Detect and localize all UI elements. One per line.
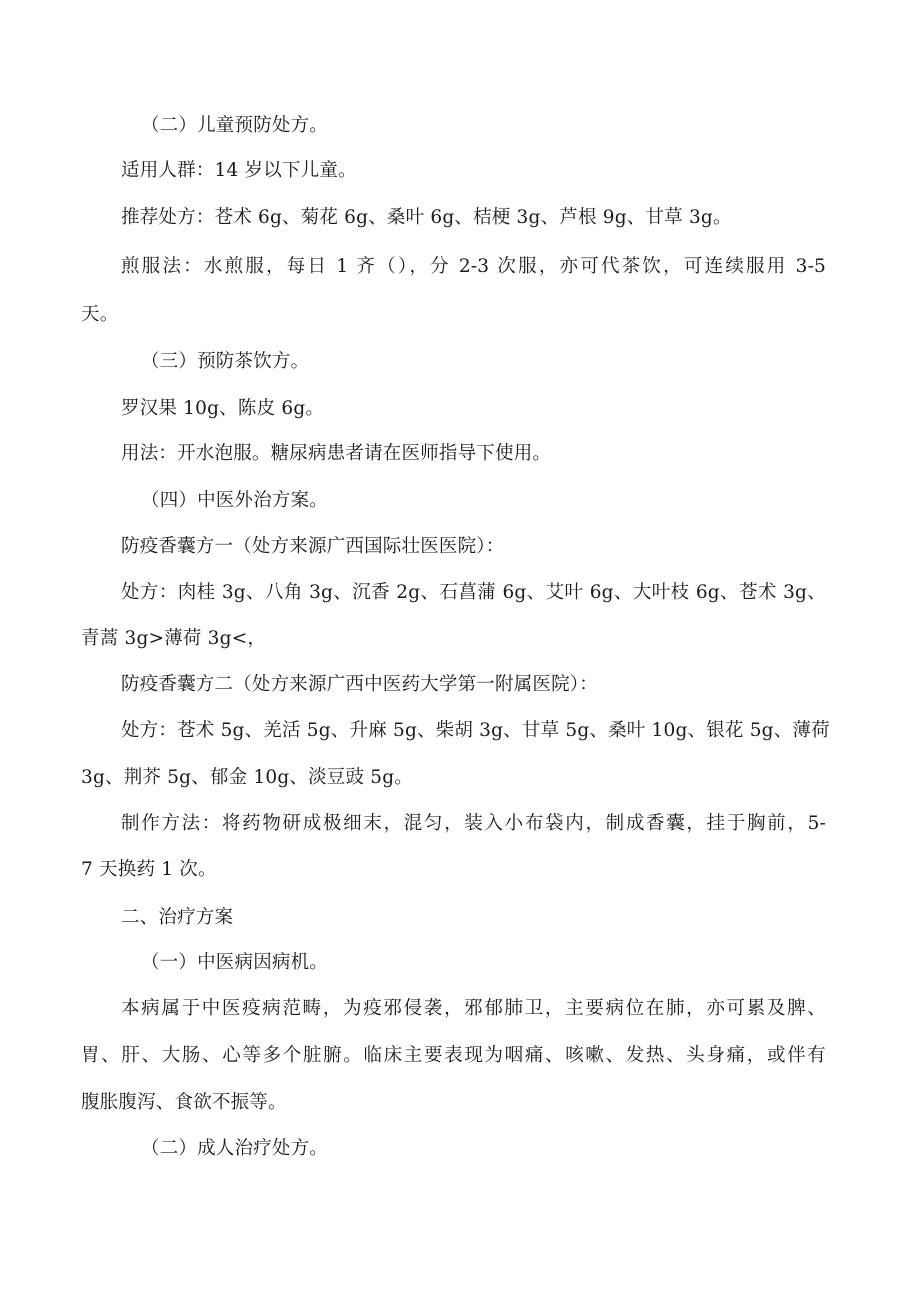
section-heading-external-treatment: （四）中医外治方案。: [141, 490, 329, 511]
paragraph-tea-usage: 用法：开水泡服。糖尿病患者请在医师指导下使用。: [121, 443, 552, 464]
paragraph-preparation-method: 制作方法：将药物研成极细末，混匀，装入小布袋内，制成香囊，挂于胸前，5-: [121, 813, 826, 834]
paragraph-tea-ingredients: 罗汉果 10g、陈皮 6g。: [121, 398, 325, 419]
section-heading-treatment-plan: 二、治疗方案: [121, 907, 234, 928]
section-heading-tea-prescription: （三）预防茶饮方。: [141, 351, 310, 372]
paragraph-decoction-method-cont: 天。: [81, 304, 119, 325]
paragraph-sachet-two-title: 防疫香囊方二（处方来源广西中医药大学第一附属医院）：: [121, 674, 598, 695]
section-heading-etiology: （一）中医病因病机。: [141, 952, 329, 973]
paragraph-recommended-prescription: 推荐处方：苍术 6g、菊花 6g、桑叶 6g、桔梗 3g、芦根 9g、甘草 3g。: [121, 207, 732, 228]
paragraph-target-group: 适用人群：14 岁以下儿童。: [121, 160, 357, 181]
paragraph-sachet-one-title: 防疫香囊方一（处方来源广西国际壮医医院）：: [121, 536, 505, 557]
paragraph-decoction-method: 煎服法：水煎服，每日 1 齐（），分 2-3 次服，亦可代茶饮，可连续服用 3-5: [121, 256, 826, 277]
paragraph-sachet-one-prescription: 处方：肉桂 3g、八角 3g、沉香 2g、石菖蒲 6g、艾叶 6g、大叶枝 6g、苍术 3g、: [121, 582, 826, 603]
paragraph-sachet-two-prescription: 处方：苍术 5g、羌活 5g、升麻 5g、柴胡 3g、甘草 5g、桑叶 10g、银花 5g、薄荷: [121, 720, 830, 741]
paragraph-etiology-line-3: 腹胀腹泻、食欲不振等。: [81, 1092, 287, 1113]
paragraph-sachet-one-prescription-cont: 青蒿 3g>薄荷 3g<，: [81, 628, 267, 649]
section-heading-children-prevention: （二）儿童预防处方。: [141, 115, 329, 136]
section-heading-adult-treatment: （二）成人治疗处方。: [141, 1138, 329, 1159]
paragraph-etiology-line-2: 胃、肝、大肠、心等多个脏腑。临床主要表现为咽痛、咳嗽、发热、头身痛，或伴有: [81, 1045, 826, 1066]
paragraph-preparation-method-cont: 7 天换药 1 次。: [81, 859, 217, 880]
paragraph-etiology-line-1: 本病属于中医疫病范畴，为疫邪侵袭，邪郁肺卫，主要病位在肺，亦可累及脾、: [121, 998, 826, 1019]
paragraph-sachet-two-prescription-cont: 3g、荆芥 5g、郁金 10g、淡豆豉 5g。: [81, 767, 413, 788]
